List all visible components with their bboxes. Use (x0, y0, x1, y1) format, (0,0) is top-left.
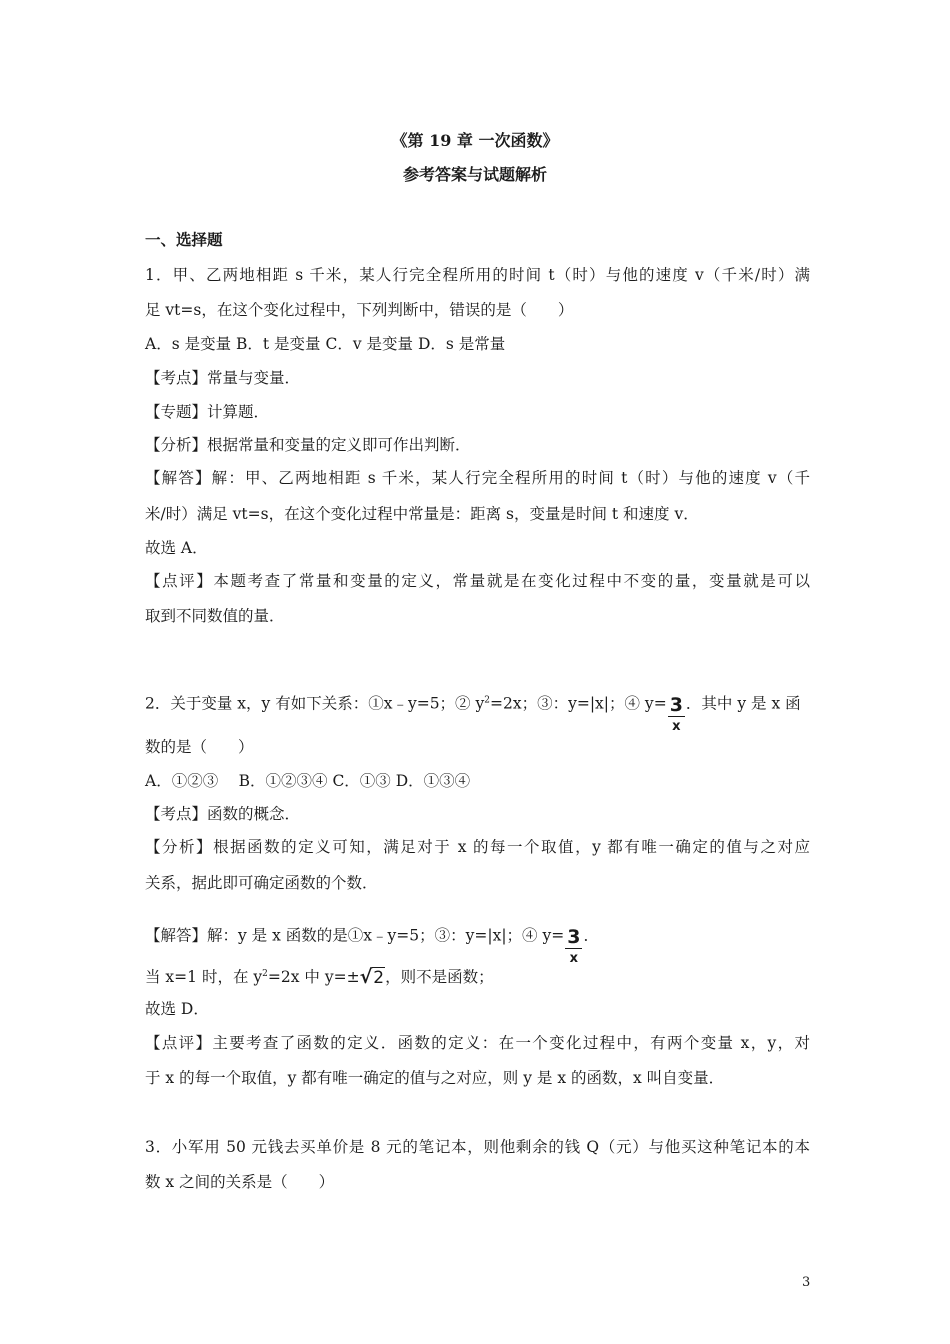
q3-stem-line1: 3．小军用 50 元钱去买单价是 8 元的笔记本，则他剩余的钱 Q（元）与他买这种笔记本的本 (145, 1138, 810, 1156)
q1-dianping-line2: 取到不同数值的量． (145, 607, 285, 625)
q1-answer: 故选 A． (145, 539, 208, 557)
q2-jieda-fraction-numerator: 3 (567, 926, 581, 948)
q2-kaodian: 【考点】函数的概念． (145, 805, 301, 823)
q2-dianping-line2: 于 x 的每一个取值，y 都有唯一确定的值与之对应，则 y 是 x 的函数，x 叫自变量． (145, 1069, 725, 1087)
q1-jieda-line2: 米/时）满足 vt=s，在这个变化过程中常量是：距离 s，变量是时间 t 和速度 v． (145, 505, 699, 523)
q1-options: A．s 是变量 B．t 是变量 C．v 是变量 D．s 是常量 (145, 335, 506, 353)
q1-stem-line1: 1．甲、乙两地相距 s 千米，某人行完全程所用的时间 t（时）与他的速度 v（千米/时）满 (145, 266, 810, 284)
q2-jieda-prefix: 【解答】解：y 是 x 函数的是①x﹣y=5；③：y=|x|；④ y= (145, 926, 565, 945)
q1-fenxi: 【分析】根据常量和变量的定义即可作出判断． (145, 436, 471, 454)
sqrt-radicand: 2 (373, 968, 385, 988)
sqrt-symbol: √2 (359, 966, 385, 988)
q3-stem-line2: 数 x 之间的关系是（ ） (145, 1173, 335, 1191)
q2-options: A．①②③ B．①②③④ C．①③ D．①③④ (145, 772, 471, 790)
q2-fenxi-line2: 关系，据此即可确定函数的个数． (145, 874, 378, 892)
q2-line2-prefix: 当 x=1 时，在 y (145, 968, 263, 986)
q2-stem-superscript: 2 (484, 695, 490, 706)
q2-jieda-suffix: ． (583, 926, 599, 945)
q2-fenxi-line1: 【分析】根据函数的定义可知，满足对于 x 的每一个取值，y 都有唯一确定的值与之对应 (145, 838, 810, 856)
q2-dianping-line1: 【点评】主要考查了函数的定义．函数的定义：在一个变化过程中，有两个变量 x，y，对 (145, 1034, 810, 1052)
q2-stem-line2: 数的是（ ） (145, 738, 254, 756)
q1-jieda-line1: 【解答】解：甲、乙两地相距 s 千米，某人行完全程所用的时间 t（时）与他的速度 v（千 (145, 469, 810, 487)
q2-stem-prefix: 2．关于变量 x，y 有如下关系：①x﹣y=5；② y (145, 694, 485, 713)
q2-jieda-line2 (145, 965, 810, 989)
q1-zhuanti: 【专题】计算题． (145, 403, 270, 421)
q2-fraction-numerator: 3 (669, 694, 683, 716)
q1-dianping-line1: 【点评】本题考查了常量和变量的定义，常量就是在变化过程中不变的量，变量就是可以 (145, 572, 810, 590)
doc-title: 《第 19 章 一次函数》 (391, 131, 559, 150)
q2-line2-superscript: 2 (262, 969, 268, 979)
q2-jieda-fraction-denominator: x (569, 951, 579, 966)
q1-kaodian: 【考点】常量与变量． (145, 369, 301, 387)
q2-stem-mid: =2x；③：y=|x|；④ y= (489, 694, 667, 713)
q2-stem-line1 (145, 686, 810, 734)
q2-jieda-fraction (565, 928, 582, 965)
q2-line2-mid: =2x 中 y=± (267, 968, 360, 986)
q2-line2-suffix: ，则不是函数； (385, 968, 494, 986)
q2-stem-suffix: ．其中 y 是 x 函 (685, 694, 801, 713)
q2-answer: 故选 D． (145, 1000, 209, 1018)
doc-subtitle: 参考答案与试题解析 (402, 165, 547, 184)
section-heading: 一、选择题 (145, 230, 223, 249)
q2-fraction (668, 696, 685, 733)
page-number: 3 (802, 1275, 811, 1290)
q2-jieda-line1 (145, 918, 810, 966)
q1-stem-line2: 足 vt=s，在这个变化过程中，下列判断中，错误的是（ ） (145, 301, 574, 319)
q2-fraction-denominator: x (672, 719, 681, 734)
